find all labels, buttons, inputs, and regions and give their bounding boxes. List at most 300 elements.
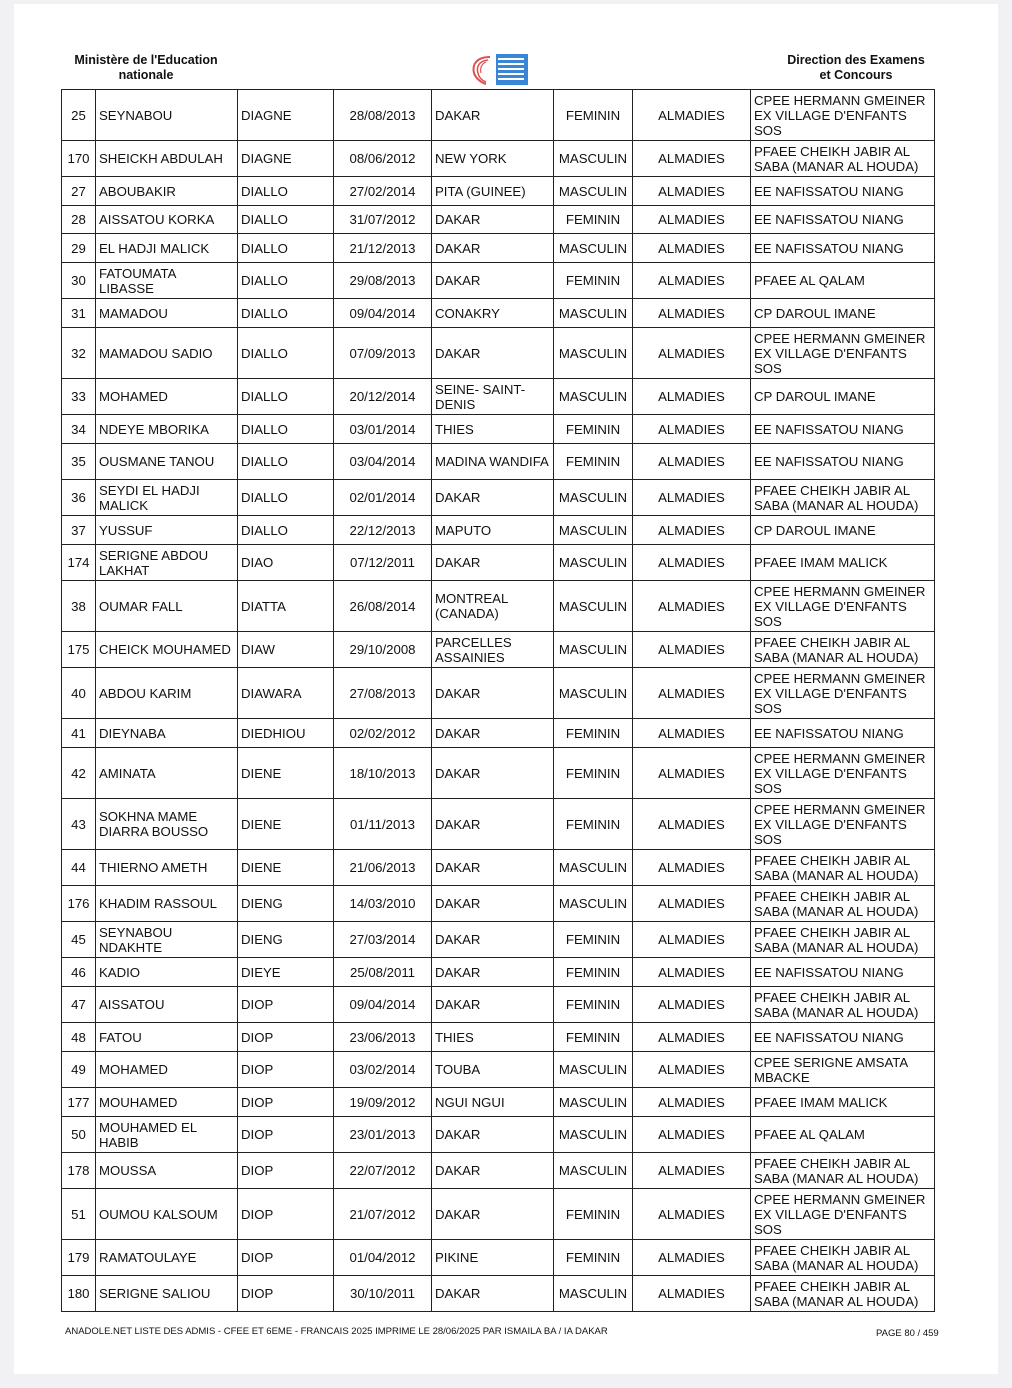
birth-date-cell: 01/11/2013 (334, 799, 432, 850)
table-row (62, 299, 935, 328)
sex-cell: FEMININ (554, 90, 633, 141)
first-name-cell: DIEYNABA (96, 719, 238, 748)
school-cell: PFAEE CHEIKH JABIR AL SABA (MANAR AL HOUDA) (751, 480, 935, 516)
school-cell: PFAEE CHEIKH JABIR AL SABA (MANAR AL HOUDA) (751, 632, 935, 668)
row-number-cell: 34 (62, 415, 96, 444)
birth-place-cell: DAKAR (432, 987, 554, 1023)
table-row (62, 1276, 935, 1312)
birth-place-cell: DAKAR (432, 263, 554, 299)
row-number-cell: 30 (62, 263, 96, 299)
sex-cell: MASCULIN (554, 545, 633, 581)
table-row (62, 1023, 935, 1052)
school-cell: PFAEE CHEIKH JABIR AL SABA (MANAR AL HOUDA) (751, 886, 935, 922)
school-cell: PFAEE CHEIKH JABIR AL SABA (MANAR AL HOUDA) (751, 1153, 935, 1189)
birth-date-cell: 30/10/2011 (334, 1276, 432, 1312)
birth-date-cell: 27/03/2014 (334, 922, 432, 958)
sex-cell: MASCULIN (554, 1153, 633, 1189)
last-name-cell: DIALLO (238, 177, 334, 206)
direction-header (776, 53, 936, 83)
school-cell: PFAEE CHEIKH JABIR AL SABA (MANAR AL HOUDA) (751, 1240, 935, 1276)
first-name-cell: KADIO (96, 958, 238, 987)
last-name-cell: DIOP (238, 987, 334, 1023)
first-name-cell: MOUHAMED (96, 1088, 238, 1117)
birth-place-cell: THIES (432, 415, 554, 444)
center-cell: ALMADIES (633, 415, 751, 444)
first-name-cell: SERIGNE ABDOU LAKHAT (96, 545, 238, 581)
row-number-cell: 42 (62, 748, 96, 799)
birth-date-cell: 01/04/2012 (334, 1240, 432, 1276)
row-number-cell: 176 (62, 886, 96, 922)
sex-cell: FEMININ (554, 444, 633, 480)
center-cell: ALMADIES (633, 1240, 751, 1276)
sex-cell: FEMININ (554, 1023, 633, 1052)
birth-place-cell: PARCELLES ASSAINIES (432, 632, 554, 668)
row-number-cell: 40 (62, 668, 96, 719)
last-name-cell: DIEDHIOU (238, 719, 334, 748)
school-cell: EE NAFISSATOU NIANG (751, 958, 935, 987)
center-cell: ALMADIES (633, 987, 751, 1023)
row-number-cell: 178 (62, 1153, 96, 1189)
ministry-line-2: nationale (118, 68, 174, 82)
birth-date-cell: 09/04/2014 (334, 987, 432, 1023)
school-cell: PFAEE AL QALAM (751, 1117, 935, 1153)
row-number-cell: 44 (62, 850, 96, 886)
center-cell: ALMADIES (633, 632, 751, 668)
first-name-cell: KHADIM RASSOUL (96, 886, 238, 922)
birth-place-cell: MONTREAL (CANADA) (432, 581, 554, 632)
footer-page-number: PAGE 80 / 459 (876, 1328, 939, 1339)
table-row (62, 90, 935, 141)
center-cell: ALMADIES (633, 748, 751, 799)
birth-place-cell: CONAKRY (432, 299, 554, 328)
table-row (62, 234, 935, 263)
row-number-cell: 29 (62, 234, 96, 263)
birth-date-cell: 22/12/2013 (334, 516, 432, 545)
last-name-cell: DIOP (238, 1088, 334, 1117)
center-cell: ALMADIES (633, 141, 751, 177)
row-number-cell: 45 (62, 922, 96, 958)
row-number-cell: 35 (62, 444, 96, 480)
first-name-cell: YUSSUF (96, 516, 238, 545)
sex-cell: MASCULIN (554, 1088, 633, 1117)
birth-date-cell: 09/04/2014 (334, 299, 432, 328)
first-name-cell: MOHAMED (96, 1052, 238, 1088)
center-cell: ALMADIES (633, 1088, 751, 1117)
first-name-cell: FATOU (96, 1023, 238, 1052)
center-cell: ALMADIES (633, 90, 751, 141)
last-name-cell: DIALLO (238, 415, 334, 444)
first-name-cell: SEYNABOU NDAKHTE (96, 922, 238, 958)
last-name-cell: DIALLO (238, 444, 334, 480)
table-row (62, 1052, 935, 1088)
center-cell: ALMADIES (633, 516, 751, 545)
sex-cell: MASCULIN (554, 1117, 633, 1153)
center-cell: ALMADIES (633, 444, 751, 480)
sex-cell: MASCULIN (554, 516, 633, 545)
table-row (62, 987, 935, 1023)
birth-place-cell: DAKAR (432, 90, 554, 141)
birth-place-cell: DAKAR (432, 668, 554, 719)
ministry-line-1: Ministère de l'Education (74, 53, 218, 67)
first-name-cell: MAMADOU SADIO (96, 328, 238, 379)
school-cell: PFAEE CHEIKH JABIR AL SABA (MANAR AL HOUDA) (751, 987, 935, 1023)
first-name-cell: OUMAR FALL (96, 581, 238, 632)
last-name-cell: DIALLO (238, 263, 334, 299)
birth-place-cell: DAKAR (432, 886, 554, 922)
last-name-cell: DIOP (238, 1189, 334, 1240)
school-cell: EE NAFISSATOU NIANG (751, 415, 935, 444)
sex-cell: FEMININ (554, 415, 633, 444)
table-row (62, 958, 935, 987)
last-name-cell: DIAGNE (238, 141, 334, 177)
birth-place-cell: DAKAR (432, 1276, 554, 1312)
last-name-cell: DIOP (238, 1117, 334, 1153)
birth-date-cell: 07/09/2013 (334, 328, 432, 379)
last-name-cell: DIAO (238, 545, 334, 581)
birth-date-cell: 21/06/2013 (334, 850, 432, 886)
birth-date-cell: 03/02/2014 (334, 1052, 432, 1088)
center-cell: ALMADIES (633, 263, 751, 299)
first-name-cell: SEYNABOU (96, 90, 238, 141)
first-name-cell: MOUHAMED EL HABIB (96, 1117, 238, 1153)
birth-date-cell: 29/10/2008 (334, 632, 432, 668)
school-cell: PFAEE CHEIKH JABIR AL SABA (MANAR AL HOUDA) (751, 1276, 935, 1312)
table-row (62, 141, 935, 177)
center-cell: ALMADIES (633, 1023, 751, 1052)
last-name-cell: DIENE (238, 799, 334, 850)
last-name-cell: DIENG (238, 886, 334, 922)
sex-cell: MASCULIN (554, 632, 633, 668)
row-number-cell: 174 (62, 545, 96, 581)
center-cell: ALMADIES (633, 379, 751, 415)
table-row (62, 263, 935, 299)
school-cell: CP DAROUL IMANE (751, 299, 935, 328)
last-name-cell: DIOP (238, 1240, 334, 1276)
table-row (62, 1189, 935, 1240)
birth-place-cell: PITA (GUINEE) (432, 177, 554, 206)
row-number-cell: 170 (62, 141, 96, 177)
birth-date-cell: 02/02/2012 (334, 719, 432, 748)
first-name-cell: SOKHNA MAME DIARRA BOUSSO (96, 799, 238, 850)
last-name-cell: DIALLO (238, 206, 334, 234)
last-name-cell: DIATTA (238, 581, 334, 632)
birth-place-cell: DAKAR (432, 1189, 554, 1240)
first-name-cell: CHEICK MOUHAMED (96, 632, 238, 668)
birth-place-cell: PIKINE (432, 1240, 554, 1276)
ministry-header (66, 53, 226, 83)
birth-date-cell: 07/12/2011 (334, 545, 432, 581)
last-name-cell: DIOP (238, 1153, 334, 1189)
birth-place-cell: DAKAR (432, 480, 554, 516)
birth-date-cell: 26/08/2014 (334, 581, 432, 632)
birth-place-cell: DAKAR (432, 922, 554, 958)
first-name-cell: AISSATOU KORKA (96, 206, 238, 234)
sex-cell: FEMININ (554, 987, 633, 1023)
birth-date-cell: 29/08/2013 (334, 263, 432, 299)
school-cell: CPEE SERIGNE AMSATA MBACKE (751, 1052, 935, 1088)
school-cell: EE NAFISSATOU NIANG (751, 1023, 935, 1052)
row-number-cell: 49 (62, 1052, 96, 1088)
school-cell: PFAEE CHEIKH JABIR AL SABA (MANAR AL HOUDA) (751, 850, 935, 886)
birth-date-cell: 23/06/2013 (334, 1023, 432, 1052)
center-cell: ALMADIES (633, 1189, 751, 1240)
last-name-cell: DIALLO (238, 328, 334, 379)
center-cell: ALMADIES (633, 328, 751, 379)
table-row (62, 480, 935, 516)
center-cell: ALMADIES (633, 799, 751, 850)
school-cell: CPEE HERMANN GMEINER EX VILLAGE D'ENFANTS SOS (751, 799, 935, 850)
center-cell: ALMADIES (633, 1117, 751, 1153)
birth-date-cell: 03/04/2014 (334, 444, 432, 480)
school-cell: EE NAFISSATOU NIANG (751, 719, 935, 748)
table-row (62, 206, 935, 234)
last-name-cell: DIOP (238, 1052, 334, 1088)
table-row (62, 719, 935, 748)
row-number-cell: 28 (62, 206, 96, 234)
row-number-cell: 48 (62, 1023, 96, 1052)
birth-place-cell: SEINE- SAINT-DENIS (432, 379, 554, 415)
row-number-cell: 43 (62, 799, 96, 850)
birth-place-cell: NEW YORK (432, 141, 554, 177)
sex-cell: MASCULIN (554, 299, 633, 328)
first-name-cell: ABDOU KARIM (96, 668, 238, 719)
birth-date-cell: 27/02/2014 (334, 177, 432, 206)
birth-place-cell: DAKAR (432, 234, 554, 263)
table-row (62, 1117, 935, 1153)
first-name-cell: OUMOU KALSOUM (96, 1189, 238, 1240)
ministry-logo-icon (468, 51, 532, 87)
first-name-cell: FATOUMATA LIBASSE (96, 263, 238, 299)
table-row (62, 886, 935, 922)
row-number-cell: 32 (62, 328, 96, 379)
school-cell: CPEE HERMANN GMEINER EX VILLAGE D'ENFANTS SOS (751, 668, 935, 719)
last-name-cell: DIALLO (238, 516, 334, 545)
birth-place-cell: DAKAR (432, 545, 554, 581)
school-cell: CPEE HERMANN GMEINER EX VILLAGE D'ENFANTS SOS (751, 581, 935, 632)
center-cell: ALMADIES (633, 668, 751, 719)
last-name-cell: DIALLO (238, 379, 334, 415)
sex-cell: FEMININ (554, 1189, 633, 1240)
table-row (62, 799, 935, 850)
sex-cell: MASCULIN (554, 234, 633, 263)
school-cell: PFAEE IMAM MALICK (751, 545, 935, 581)
birth-place-cell: DAKAR (432, 958, 554, 987)
school-cell: PFAEE CHEIKH JABIR AL SABA (MANAR AL HOUDA) (751, 922, 935, 958)
table-row (62, 379, 935, 415)
sex-cell: FEMININ (554, 263, 633, 299)
birth-date-cell: 19/09/2012 (334, 1088, 432, 1117)
last-name-cell: DIENG (238, 922, 334, 958)
last-name-cell: DIENE (238, 748, 334, 799)
birth-date-cell: 02/01/2014 (334, 480, 432, 516)
center-cell: ALMADIES (633, 234, 751, 263)
birth-date-cell: 23/01/2013 (334, 1117, 432, 1153)
birth-date-cell: 08/06/2012 (334, 141, 432, 177)
center-cell: ALMADIES (633, 922, 751, 958)
row-number-cell: 47 (62, 987, 96, 1023)
table-row (62, 1153, 935, 1189)
birth-date-cell: 21/07/2012 (334, 1189, 432, 1240)
sex-cell: FEMININ (554, 958, 633, 987)
birth-date-cell: 18/10/2013 (334, 748, 432, 799)
sex-cell: MASCULIN (554, 141, 633, 177)
sex-cell: MASCULIN (554, 1052, 633, 1088)
center-cell: ALMADIES (633, 480, 751, 516)
center-cell: ALMADIES (633, 850, 751, 886)
birth-place-cell: MADINA WANDIFA (432, 444, 554, 480)
school-cell: EE NAFISSATOU NIANG (751, 177, 935, 206)
sex-cell: MASCULIN (554, 850, 633, 886)
first-name-cell: THIERNO AMETH (96, 850, 238, 886)
sex-cell: MASCULIN (554, 668, 633, 719)
admitted-list-table (61, 89, 935, 1312)
school-cell: CPEE HERMANN GMEINER EX VILLAGE D'ENFANTS SOS (751, 748, 935, 799)
first-name-cell: MOUSSA (96, 1153, 238, 1189)
first-name-cell: NDEYE MBORIKA (96, 415, 238, 444)
row-number-cell: 31 (62, 299, 96, 328)
birth-place-cell: DAKAR (432, 719, 554, 748)
school-cell: CPEE HERMANN GMEINER EX VILLAGE D'ENFANTS SOS (751, 90, 935, 141)
first-name-cell: AISSATOU (96, 987, 238, 1023)
sex-cell: MASCULIN (554, 480, 633, 516)
last-name-cell: DIENE (238, 850, 334, 886)
sex-cell: MASCULIN (554, 1276, 633, 1312)
birth-date-cell: 03/01/2014 (334, 415, 432, 444)
table-row (62, 581, 935, 632)
birth-date-cell: 27/08/2013 (334, 668, 432, 719)
birth-place-cell: DAKAR (432, 850, 554, 886)
last-name-cell: DIALLO (238, 234, 334, 263)
birth-place-cell: DAKAR (432, 748, 554, 799)
birth-place-cell: DAKAR (432, 799, 554, 850)
table-row (62, 1088, 935, 1117)
sex-cell: FEMININ (554, 799, 633, 850)
table-row (62, 177, 935, 206)
school-cell: EE NAFISSATOU NIANG (751, 206, 935, 234)
birth-place-cell: DAKAR (432, 328, 554, 379)
row-number-cell: 25 (62, 90, 96, 141)
first-name-cell: AMINATA (96, 748, 238, 799)
last-name-cell: DIAGNE (238, 90, 334, 141)
row-number-cell: 33 (62, 379, 96, 415)
last-name-cell: DIOP (238, 1276, 334, 1312)
sex-cell: MASCULIN (554, 379, 633, 415)
table-row (62, 748, 935, 799)
row-number-cell: 36 (62, 480, 96, 516)
school-cell: PFAEE IMAM MALICK (751, 1088, 935, 1117)
direction-line-2: et Concours (819, 68, 893, 82)
center-cell: ALMADIES (633, 719, 751, 748)
table-row (62, 328, 935, 379)
row-number-cell: 175 (62, 632, 96, 668)
row-number-cell: 177 (62, 1088, 96, 1117)
sex-cell: MASCULIN (554, 177, 633, 206)
table-row (62, 1240, 935, 1276)
sex-cell: MASCULIN (554, 886, 633, 922)
center-cell: ALMADIES (633, 177, 751, 206)
row-number-cell: 41 (62, 719, 96, 748)
birth-date-cell: 31/07/2012 (334, 206, 432, 234)
first-name-cell: MAMADOU (96, 299, 238, 328)
birth-date-cell: 14/03/2010 (334, 886, 432, 922)
sex-cell: MASCULIN (554, 328, 633, 379)
table-row (62, 415, 935, 444)
birth-place-cell: DAKAR (432, 1153, 554, 1189)
last-name-cell: DIOP (238, 1023, 334, 1052)
first-name-cell: SERIGNE SALIOU (96, 1276, 238, 1312)
footer-print-info: ANADOLE.NET LISTE DES ADMIS - CFEE ET 6EME - FRANCAIS 2025 IMPRIME LE 28/06/2025 PAR ISMAILA BA / IA DAKAR (65, 1326, 608, 1337)
center-cell: ALMADIES (633, 581, 751, 632)
sex-cell: FEMININ (554, 748, 633, 799)
school-cell: EE NAFISSATOU NIANG (751, 234, 935, 263)
first-name-cell: RAMATOULAYE (96, 1240, 238, 1276)
sex-cell: MASCULIN (554, 581, 633, 632)
last-name-cell: DIALLO (238, 299, 334, 328)
last-name-cell: DIAWARA (238, 668, 334, 719)
table-row (62, 632, 935, 668)
birth-date-cell: 25/08/2011 (334, 958, 432, 987)
school-cell: CPEE HERMANN GMEINER EX VILLAGE D'ENFANTS SOS (751, 1189, 935, 1240)
center-cell: ALMADIES (633, 1153, 751, 1189)
table-row (62, 668, 935, 719)
first-name-cell: OUSMANE TANOU (96, 444, 238, 480)
birth-place-cell: THIES (432, 1023, 554, 1052)
school-cell: CP DAROUL IMANE (751, 379, 935, 415)
birth-place-cell: TOUBA (432, 1052, 554, 1088)
last-name-cell: DIALLO (238, 480, 334, 516)
sex-cell: FEMININ (554, 206, 633, 234)
document-page (14, 4, 998, 1374)
school-cell: PFAEE AL QALAM (751, 263, 935, 299)
center-cell: ALMADIES (633, 299, 751, 328)
row-number-cell: 27 (62, 177, 96, 206)
table-row (62, 444, 935, 480)
birth-place-cell: NGUI NGUI (432, 1088, 554, 1117)
table-row (62, 922, 935, 958)
school-cell: EE NAFISSATOU NIANG (751, 444, 935, 480)
school-cell: CP DAROUL IMANE (751, 516, 935, 545)
last-name-cell: DIEYE (238, 958, 334, 987)
school-cell: PFAEE CHEIKH JABIR AL SABA (MANAR AL HOUDA) (751, 141, 935, 177)
first-name-cell: SHEICKH ABDULAH (96, 141, 238, 177)
table-row (62, 516, 935, 545)
birth-date-cell: 21/12/2013 (334, 234, 432, 263)
row-number-cell: 50 (62, 1117, 96, 1153)
first-name-cell: ABOUBAKIR (96, 177, 238, 206)
row-number-cell: 38 (62, 581, 96, 632)
table-row (62, 545, 935, 581)
center-cell: ALMADIES (633, 1052, 751, 1088)
row-number-cell: 37 (62, 516, 96, 545)
birth-date-cell: 28/08/2013 (334, 90, 432, 141)
first-name-cell: MOHAMED (96, 379, 238, 415)
center-cell: ALMADIES (633, 1276, 751, 1312)
birth-place-cell: MAPUTO (432, 516, 554, 545)
row-number-cell: 51 (62, 1189, 96, 1240)
birth-date-cell: 22/07/2012 (334, 1153, 432, 1189)
first-name-cell: SEYDI EL HADJI MALICK (96, 480, 238, 516)
center-cell: ALMADIES (633, 958, 751, 987)
school-cell: CPEE HERMANN GMEINER EX VILLAGE D'ENFANTS SOS (751, 328, 935, 379)
last-name-cell: DIAW (238, 632, 334, 668)
row-number-cell: 46 (62, 958, 96, 987)
center-cell: ALMADIES (633, 206, 751, 234)
center-cell: ALMADIES (633, 545, 751, 581)
birth-date-cell: 20/12/2014 (334, 379, 432, 415)
sex-cell: FEMININ (554, 922, 633, 958)
table-row (62, 850, 935, 886)
row-number-cell: 179 (62, 1240, 96, 1276)
